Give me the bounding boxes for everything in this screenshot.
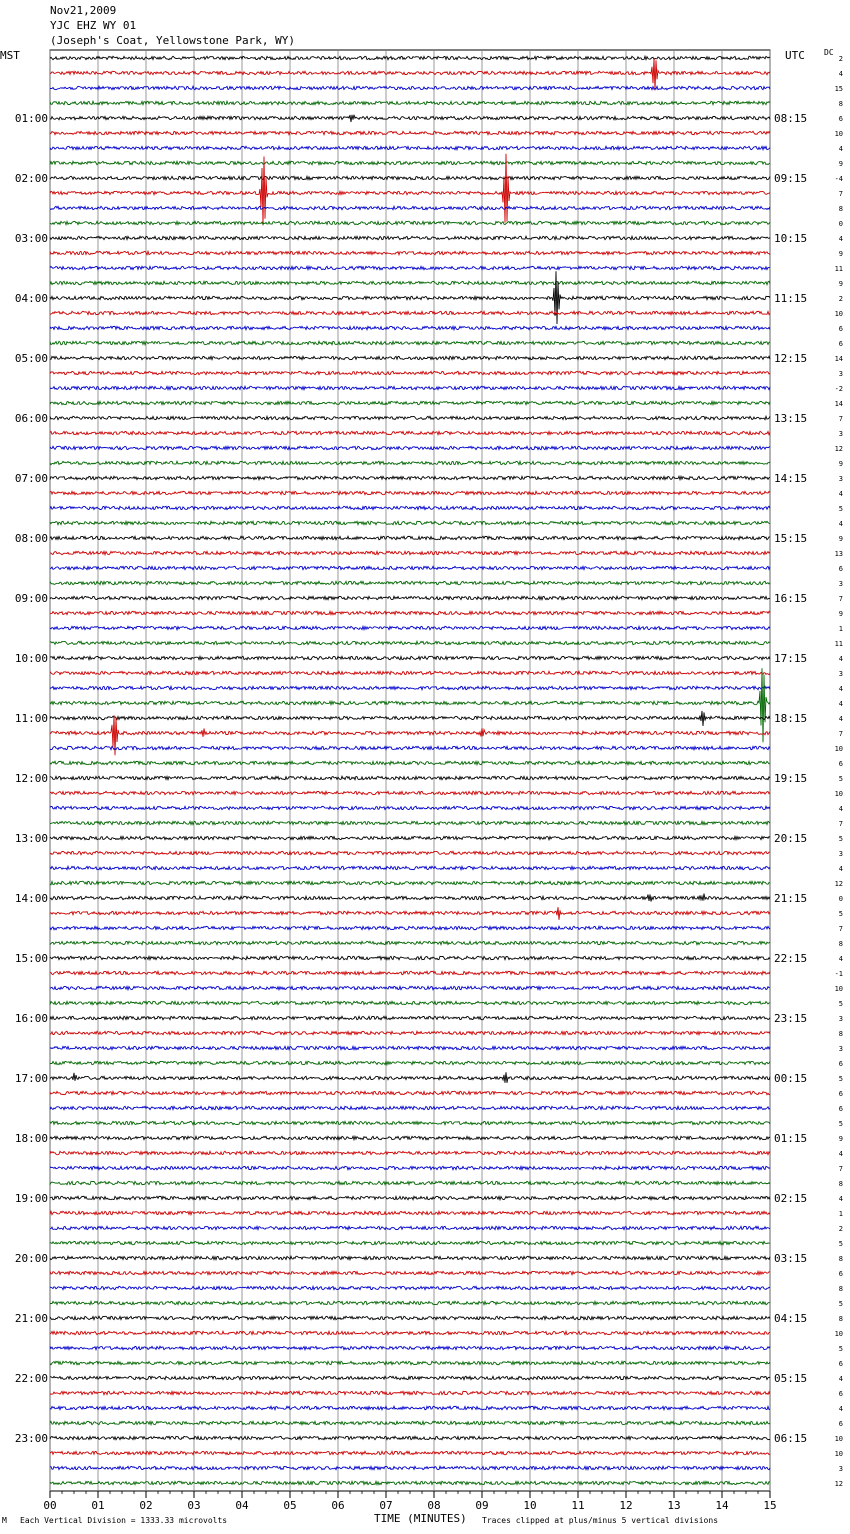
dc-offset-label: 1 (838, 625, 843, 633)
right-hour-label: 18:15 (774, 712, 808, 725)
trace-line (50, 521, 770, 524)
right-hour-label: 08:15 (774, 112, 808, 125)
x-tick-label: 12 (619, 1499, 633, 1512)
dc-offset-label: 4 (838, 1405, 843, 1413)
trace-line (50, 971, 770, 974)
trace-line (50, 371, 770, 374)
dc-offset-label: 3 (838, 1015, 843, 1023)
trace-line (50, 711, 770, 726)
right-hour-label: 21:15 (774, 892, 808, 905)
trace-line (50, 1072, 770, 1083)
right-hour-label: 01:15 (774, 1132, 808, 1145)
right-hour-label: 15:15 (774, 532, 808, 545)
dc-offset-label: 15 (834, 85, 843, 93)
trace-line (50, 761, 770, 764)
dc-offset-label: 8 (838, 940, 843, 948)
dc-offset-label: 0 (838, 220, 843, 228)
trace-line (50, 536, 770, 539)
x-tick-label: 15 (763, 1499, 777, 1512)
trace-line (50, 1121, 770, 1124)
dc-offset-label: 12 (834, 880, 843, 888)
dc-offset-label: 6 (838, 340, 843, 348)
dc-offset-label: 4 (838, 715, 843, 723)
trace-line (50, 1391, 770, 1394)
dc-offset-label: 14 (834, 400, 843, 408)
dc-offset-label: 6 (838, 115, 843, 123)
dc-offset-label: 5 (838, 1075, 843, 1083)
dc-offset-label: 4 (838, 1375, 843, 1383)
dc-offset-label: 4 (838, 805, 843, 813)
right-hour-label: 02:15 (774, 1192, 808, 1205)
trace-line (50, 1091, 770, 1094)
x-tick-label: 10 (523, 1499, 537, 1512)
right-hour-label: 11:15 (774, 292, 808, 305)
x-tick-label: 03 (187, 1499, 201, 1512)
x-tick-label: 13 (667, 1499, 681, 1512)
trace-line (50, 1226, 770, 1229)
dc-offset-label: 4 (838, 70, 843, 78)
scale-note: Each Vertical Division = 1333.33 microvolts (20, 1516, 228, 1525)
dc-offset-label: 4 (838, 520, 843, 528)
trace-line (50, 251, 770, 254)
trace-line (50, 476, 770, 479)
trace-line (50, 146, 770, 149)
trace-line (50, 1376, 770, 1379)
trace-line (50, 58, 770, 90)
dc-offset-label: 5 (838, 1120, 843, 1128)
x-tick-label: 07 (379, 1499, 393, 1512)
dc-offset-label: 4 (838, 1150, 843, 1158)
dc-offset-label: -2 (834, 385, 843, 393)
trace-line (50, 356, 770, 359)
dc-offset-label: 3 (838, 580, 843, 588)
right-timezone-label: UTC (785, 49, 805, 62)
left-hour-label: 05:00 (14, 352, 48, 365)
dc-offset-label: 10 (834, 985, 843, 993)
trace-line (50, 1331, 770, 1334)
trace-line (50, 668, 770, 742)
trace-line (50, 431, 770, 434)
left-hour-label: 18:00 (14, 1132, 48, 1145)
trace-line (50, 446, 770, 449)
dc-offset-label: 4 (838, 685, 843, 693)
left-hour-label: 02:00 (14, 172, 48, 185)
right-hour-label: 16:15 (774, 592, 808, 605)
trace-line (50, 791, 770, 794)
dc-offset-label: 9 (838, 280, 843, 288)
left-hour-label: 10:00 (14, 652, 48, 665)
dc-offset-label: 5 (838, 775, 843, 783)
trace-line (50, 1286, 770, 1289)
plot-date: Nov21,2009 (50, 4, 117, 17)
left-hour-label: 20:00 (14, 1252, 48, 1265)
trace-line (50, 1481, 770, 1484)
left-hour-label: 17:00 (14, 1072, 48, 1085)
dc-offset-label: 5 (838, 835, 843, 843)
trace-line (50, 206, 770, 209)
trace-line (50, 416, 770, 419)
left-hour-label: 12:00 (14, 772, 48, 785)
trace-line (50, 941, 770, 944)
trace-line (50, 1316, 770, 1319)
dc-offset-label: 4 (838, 955, 843, 963)
trace-line (50, 1421, 770, 1424)
right-hour-label: 22:15 (774, 952, 808, 965)
x-tick-label: 11 (571, 1499, 585, 1512)
x-tick-label: 00 (43, 1499, 57, 1512)
trace-line (50, 566, 770, 569)
dc-offset-label: 8 (838, 1255, 843, 1263)
x-tick-label: 05 (283, 1499, 297, 1512)
right-hour-label: 19:15 (774, 772, 808, 785)
left-hour-label: 11:00 (14, 712, 48, 725)
dc-offset-label: 1 (838, 1210, 843, 1218)
trace-line (50, 686, 770, 689)
dc-offset-label: 9 (838, 535, 843, 543)
right-hour-label: 14:15 (774, 472, 808, 485)
trace-line (50, 821, 770, 824)
trace-line (50, 926, 770, 929)
plot-frame (50, 50, 770, 1491)
trace-line (50, 894, 770, 902)
trace-line (50, 131, 770, 134)
dc-offset-label: 5 (838, 1300, 843, 1308)
left-hour-label: 07:00 (14, 472, 48, 485)
trace-line (50, 1166, 770, 1169)
dc-offset-label: 5 (838, 505, 843, 513)
x-tick-label: 04 (235, 1499, 249, 1512)
x-tick-label: 08 (427, 1499, 441, 1512)
trace-line (50, 626, 770, 629)
trace-line (50, 236, 770, 239)
trace-line (50, 1451, 770, 1454)
trace-line (50, 641, 770, 644)
dc-offset-label: 10 (834, 130, 843, 138)
right-hour-label: 20:15 (774, 832, 808, 845)
dc-offset-label: 4 (838, 490, 843, 498)
dc-offset-label: 8 (838, 100, 843, 108)
dc-offset-label: -1 (834, 970, 843, 978)
trace-line (50, 746, 770, 749)
trace-line (50, 956, 770, 959)
x-tick-label: 06 (331, 1499, 345, 1512)
dc-offset-label: 14 (834, 355, 843, 363)
left-hour-label: 19:00 (14, 1192, 48, 1205)
dc-offset-label: 3 (838, 1045, 843, 1053)
trace-line (50, 1046, 770, 1049)
dc-offset-label: 5 (838, 1345, 843, 1353)
trace-line (50, 1031, 770, 1034)
trace-line (50, 581, 770, 584)
right-hour-label: 00:15 (774, 1072, 808, 1085)
dc-offset-label: 0 (838, 895, 843, 903)
dc-offset-label: 6 (838, 1105, 843, 1113)
trace-line (50, 506, 770, 509)
trace-line (50, 611, 770, 614)
dc-offset-label: 8 (838, 1315, 843, 1323)
dc-offset-label: 6 (838, 1090, 843, 1098)
dc-offset-label: 5 (838, 1240, 843, 1248)
left-hour-label: 23:00 (14, 1432, 48, 1445)
dc-offset-label: 6 (838, 1060, 843, 1068)
dc-offset-label: 3 (838, 1465, 843, 1473)
left-hour-label: 22:00 (14, 1372, 48, 1385)
dc-offset-label: 2 (838, 295, 843, 303)
dc-offset-label: 4 (838, 700, 843, 708)
trace-line (50, 1196, 770, 1199)
dc-offset-label: 4 (838, 655, 843, 663)
trace-line (50, 907, 770, 920)
dc-offset-label: -4 (834, 175, 843, 183)
station-id: YJC EHZ WY 01 (50, 19, 137, 32)
trace-line (50, 115, 770, 122)
dc-offset-label: 9 (838, 460, 843, 468)
x-tick-label: 14 (715, 1499, 729, 1512)
right-hour-label: 04:15 (774, 1312, 808, 1325)
trace-line (50, 1181, 770, 1184)
trace-line (50, 386, 770, 389)
trace-line (50, 1016, 770, 1019)
trace-line (50, 1211, 770, 1214)
trace-line (50, 1271, 770, 1274)
x-axis-title: TIME (MINUTES) (374, 1512, 467, 1525)
right-hour-label: 23:15 (774, 1012, 808, 1025)
dc-offset-label: 8 (838, 1285, 843, 1293)
left-hour-label: 09:00 (14, 592, 48, 605)
dc-offset-label: 2 (838, 1225, 843, 1233)
right-hour-label: 06:15 (774, 1432, 808, 1445)
dc-offset-label: 6 (838, 760, 843, 768)
trace-line (50, 806, 770, 809)
dc-offset-label: 13 (834, 550, 843, 558)
trace-line (50, 1436, 770, 1439)
trace-line (50, 851, 770, 854)
dc-offset-label: 9 (838, 610, 843, 618)
trace-line (50, 281, 770, 284)
dc-offset-label: 7 (838, 730, 843, 738)
trace-line (50, 986, 770, 989)
trace-line (50, 176, 770, 179)
dc-offset-label: 12 (834, 1480, 843, 1488)
dc-offset-label: 7 (838, 595, 843, 603)
dc-offset-label: 7 (838, 190, 843, 198)
left-hour-label: 16:00 (14, 1012, 48, 1025)
dc-offset-label: 10 (834, 745, 843, 753)
left-hour-label: 15:00 (14, 952, 48, 965)
right-hour-label: 10:15 (774, 232, 808, 245)
left-hour-label: 14:00 (14, 892, 48, 905)
dc-offset-label: 9 (838, 160, 843, 168)
dc-offset-label: 12 (834, 445, 843, 453)
dc-offset-label: 3 (838, 370, 843, 378)
dc-offset-label: 7 (838, 925, 843, 933)
dc-offset-label: 4 (838, 235, 843, 243)
left-hour-label: 04:00 (14, 292, 48, 305)
dc-offset-label: 8 (838, 1180, 843, 1188)
trace-line (50, 401, 770, 404)
left-hour-label: 06:00 (14, 412, 48, 425)
right-hour-label: 17:15 (774, 652, 808, 665)
trace-line (50, 86, 770, 89)
trace-line (50, 1361, 770, 1364)
trace-line (50, 671, 770, 674)
right-hour-label: 13:15 (774, 412, 808, 425)
trace-line (50, 1346, 770, 1349)
trace-line (50, 776, 770, 779)
dc-offset-label: 10 (834, 790, 843, 798)
right-hour-label: 09:15 (774, 172, 808, 185)
trace-line (50, 101, 770, 104)
trace-line (50, 161, 770, 164)
dc-offset-label: 4 (838, 145, 843, 153)
clip-note: Traces clipped at plus/minus 5 vertical divisions (482, 1516, 719, 1525)
trace-line (50, 266, 770, 269)
trace-line (50, 1151, 770, 1154)
dc-offset-label: 10 (834, 1330, 843, 1338)
dc-offset-label: 3 (838, 430, 843, 438)
dc-offset-label: 5 (838, 910, 843, 918)
dc-offset-label: 6 (838, 325, 843, 333)
trace-line (50, 1106, 770, 1109)
right-hour-label: 05:15 (774, 1372, 808, 1385)
x-tick-label: 01 (91, 1499, 105, 1512)
trace-line (50, 1406, 770, 1409)
trace-line (50, 1061, 770, 1064)
trace-line (50, 1466, 770, 1469)
x-tick-label: 02 (139, 1499, 153, 1512)
trace-line (50, 1136, 770, 1139)
right-hour-label: 12:15 (774, 352, 808, 365)
trace-line (50, 341, 770, 344)
left-hour-label: 13:00 (14, 832, 48, 845)
dc-offset-label: 9 (838, 250, 843, 258)
trace-line (50, 836, 770, 839)
dc-offset-label: 6 (838, 1420, 843, 1428)
dc-offset-label: 7 (838, 820, 843, 828)
trace-line (50, 866, 770, 869)
right-hour-label: 03:15 (774, 1252, 808, 1265)
trace-line (50, 491, 770, 494)
trace-line (50, 1301, 770, 1304)
seismic-traces (50, 56, 770, 1484)
axis-labels (15, 55, 843, 1512)
x-tick-label: 09 (475, 1499, 489, 1512)
trace-line (50, 311, 770, 314)
dc-offset-label: 3 (838, 475, 843, 483)
dc-offset-label: 3 (838, 850, 843, 858)
left-hour-label: 21:00 (14, 1312, 48, 1325)
dc-offset-label: 10 (834, 1450, 843, 1458)
dc-offset-label: 10 (834, 1435, 843, 1443)
dc-offset-label: 11 (834, 265, 843, 273)
trace-line (50, 551, 770, 554)
dc-offset-label: 7 (838, 1165, 843, 1173)
dc-offset-label: 6 (838, 1270, 843, 1278)
dc-offset-label: 6 (838, 1390, 843, 1398)
trace-line (50, 1001, 770, 1004)
trace-line (50, 881, 770, 884)
trace-line (50, 1241, 770, 1244)
dc-label: DC (824, 48, 834, 57)
dc-offset-label: 4 (838, 865, 843, 873)
trace-line (50, 154, 770, 226)
corner-mark: M (2, 1516, 7, 1525)
left-hour-label: 01:00 (14, 112, 48, 125)
station-location: (Joseph's Coat, Yellowstone Park, WY) (50, 34, 296, 47)
dc-offset-label: 3 (838, 670, 843, 678)
dc-offset-label: 7 (838, 415, 843, 423)
dc-offset-label: 9 (838, 1135, 843, 1143)
dc-offset-label: 2 (838, 55, 843, 63)
trace-line (50, 461, 770, 464)
dc-offset-label: 5 (838, 1000, 843, 1008)
trace-line (50, 271, 770, 324)
dc-offset-label: 11 (834, 640, 843, 648)
trace-line (50, 1256, 770, 1259)
trace-line (50, 56, 770, 59)
dc-offset-label: 8 (838, 1030, 843, 1038)
trace-line (50, 221, 770, 224)
trace-line (50, 326, 770, 329)
left-hour-label: 08:00 (14, 532, 48, 545)
left-timezone-label: MST (0, 49, 20, 62)
dc-offset-label: 6 (838, 565, 843, 573)
trace-line (50, 596, 770, 599)
dc-offset-label: 6 (838, 1360, 843, 1368)
dc-offset-label: 8 (838, 205, 843, 213)
left-hour-label: 03:00 (14, 232, 48, 245)
dc-offset-label: 4 (838, 1195, 843, 1203)
trace-line (50, 656, 770, 659)
dc-offset-label: 10 (834, 310, 843, 318)
